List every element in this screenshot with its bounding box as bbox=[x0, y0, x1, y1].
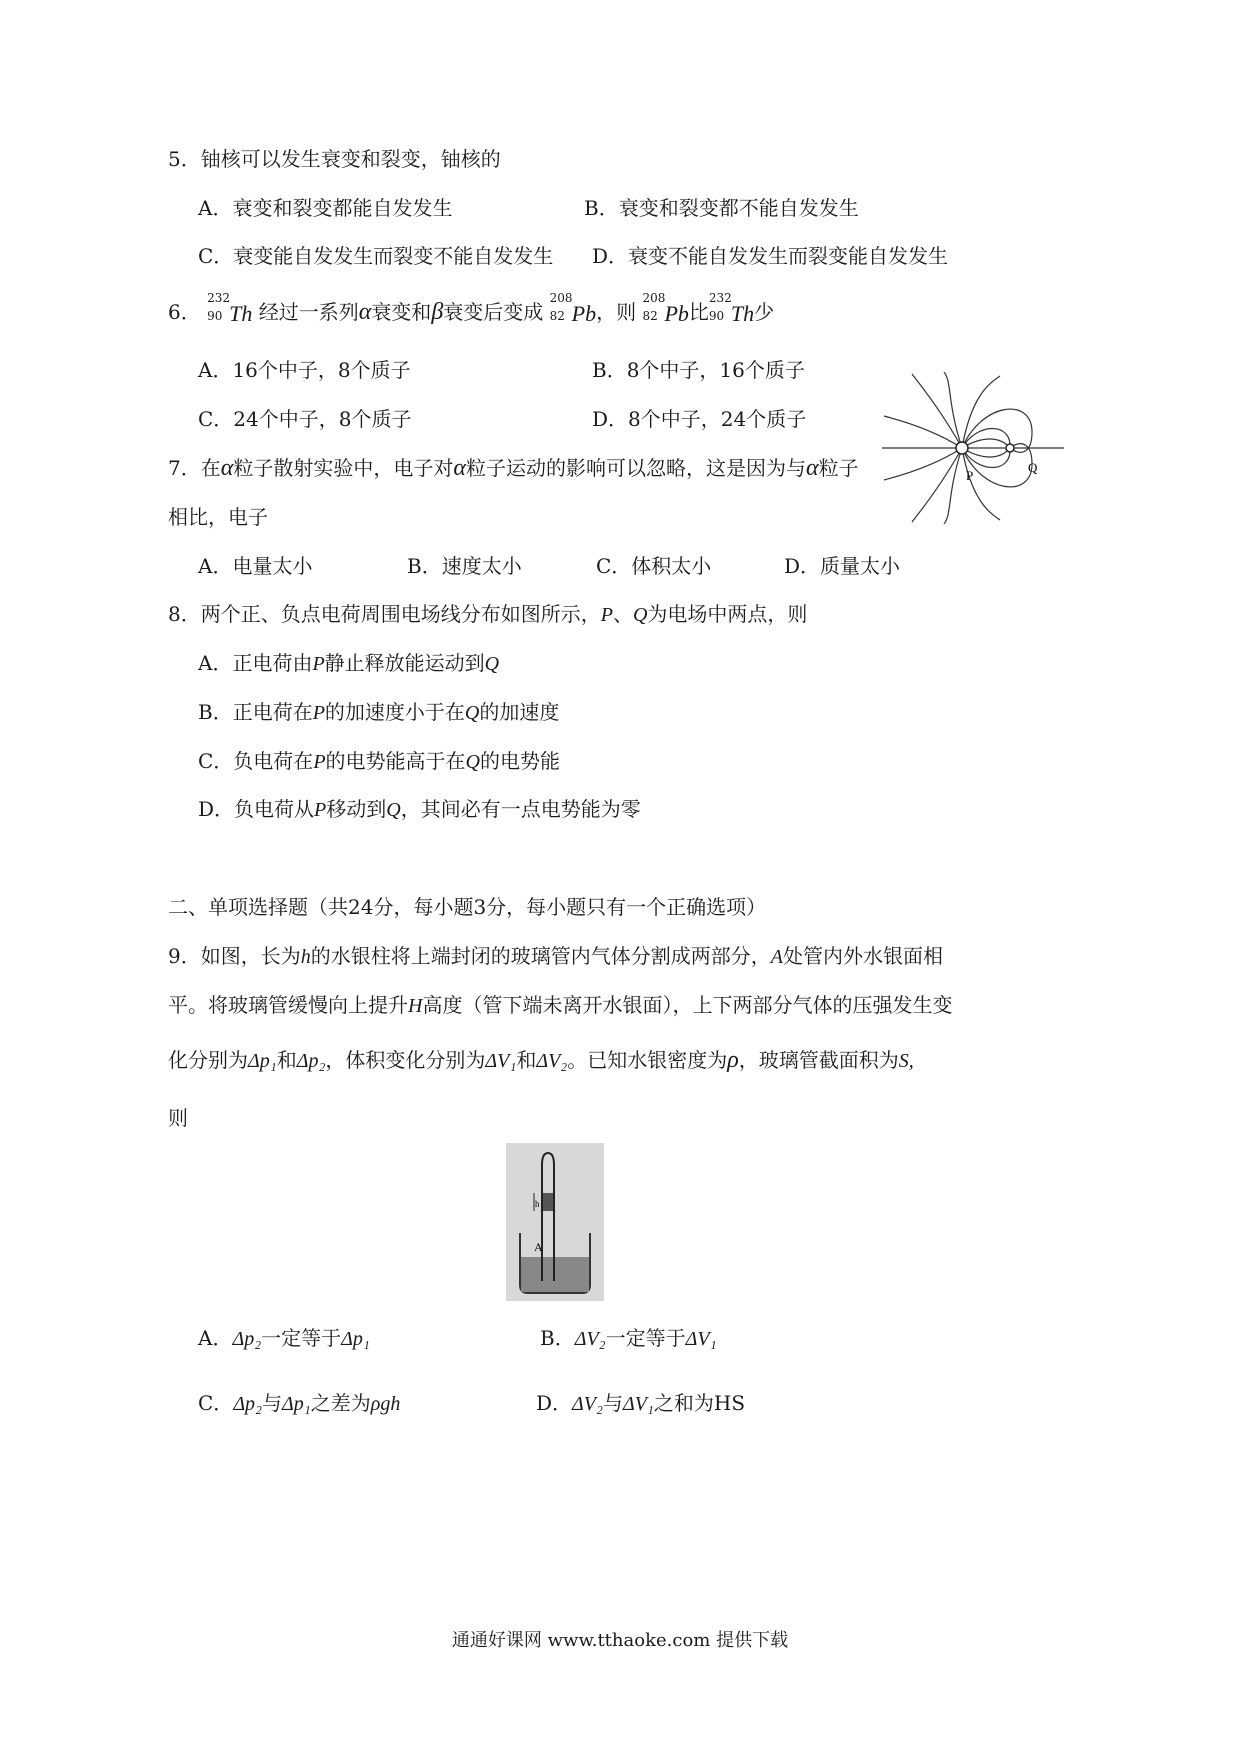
q9-stem-line3: 化分别为Δp₁和Δp₂，体积变化分别为ΔV₁和ΔV₂。已知水银密度为ρ，玻璃管截面积为S, bbox=[168, 1047, 914, 1073]
q8-option-d: D．负电荷从P移动到Q，其间必有一点电势能为零 bbox=[198, 797, 641, 821]
negative-charge bbox=[1006, 444, 1014, 452]
q5-option-a: A．衰变和裂变都能自发发生 bbox=[198, 196, 453, 220]
q5-stem: 5．铀核可以发生衰变和裂变，铀核的 bbox=[168, 147, 501, 171]
q9-option-c: C．Δp₂与Δp₁之差为ρgh bbox=[198, 1391, 401, 1415]
q7-option-b: B．速度太小 bbox=[407, 554, 522, 578]
electric-field-lines-figure bbox=[882, 372, 1064, 524]
q6-option-d: D．8个中子，24个质子 bbox=[592, 407, 807, 431]
q8-option-c: C．负电荷在P的电势能高于在Q的电势能 bbox=[198, 749, 560, 773]
q9-option-b: B．ΔV₂一定等于ΔV₁ bbox=[540, 1326, 717, 1350]
page-footer: 通通好课网 www.tthaoke.com 提供下载 bbox=[451, 1630, 789, 1651]
q9-stem-line2: 平。将玻璃管缓慢向上提升H高度（管下端未离开水银面），上下两部分气体的压强发生变 bbox=[168, 993, 953, 1017]
figure-label-p: P bbox=[966, 468, 974, 483]
q8-option-b: B．正电荷在P的加速度小于在Q的加速度 bbox=[198, 700, 560, 724]
figure-label-a: A bbox=[534, 1240, 543, 1254]
q6-stem: 6． 232 90 Th 经过一系列α衰变和β衰变后变成 208 82 Pb，则 208 82 Pb比 232 90 Th少 bbox=[168, 290, 775, 326]
thorium-nuclide-2: 232 90 Th bbox=[708, 290, 755, 326]
q6-option-a: A．16个中子，8个质子 bbox=[198, 358, 411, 382]
q8-option-a: A．正电荷由P静止释放能运动到Q bbox=[198, 651, 500, 675]
figure-label-h: h bbox=[535, 1199, 540, 1209]
mercury-tube-figure bbox=[506, 1143, 604, 1301]
lead-nuclide: 208 82 Pb bbox=[549, 290, 597, 326]
q5-option-d: D．衰变不能自发发生而裂变能自发发生 bbox=[592, 244, 949, 268]
q7-stem-line2: 相比，电子 bbox=[168, 505, 268, 529]
figure-label-q: Q bbox=[1028, 460, 1038, 475]
q5-option-c: C．衰变能自发发生而裂变不能自发发生 bbox=[198, 244, 554, 268]
lead-nuclide-2: 208 82 Pb bbox=[642, 290, 689, 326]
q7-stem: 7．在α粒子散射实验中，电子对α粒子运动的影响可以忽略，这是因为与α粒子 bbox=[168, 455, 859, 481]
section-2-title: 二、单项选择题（共24分，每小题3分，每小题只有一个正确选项） bbox=[168, 895, 767, 919]
q9-stem-line4: 则 bbox=[168, 1106, 188, 1130]
q9-option-a: A．Δp₂一定等于Δp₁ bbox=[198, 1326, 370, 1350]
thorium-nuclide: 232 90 Th bbox=[207, 290, 253, 326]
q7-option-c: C．体积太小 bbox=[596, 554, 712, 578]
q9-option-d: D．ΔV₂与ΔV₁之和为HS bbox=[536, 1391, 746, 1415]
q8-stem: 8．两个正、负点电荷周围电场线分布如图所示，P、Q为电场中两点，则 bbox=[168, 602, 808, 626]
q5-option-b: B．衰变和裂变都不能自发发生 bbox=[584, 196, 859, 220]
q9-stem-line1: 9．如图，长为h的水银柱将上端封闭的玻璃管内气体分割成两部分，A处管内外水银面相 bbox=[168, 944, 943, 968]
q6-option-b: B．8个中子，16个质子 bbox=[592, 358, 805, 382]
q7-option-d: D．质量太小 bbox=[784, 554, 901, 578]
q7-option-a: A．电量太小 bbox=[198, 554, 313, 578]
q6-option-c: C．24个中子，8个质子 bbox=[198, 407, 412, 431]
positive-charge bbox=[956, 442, 968, 454]
